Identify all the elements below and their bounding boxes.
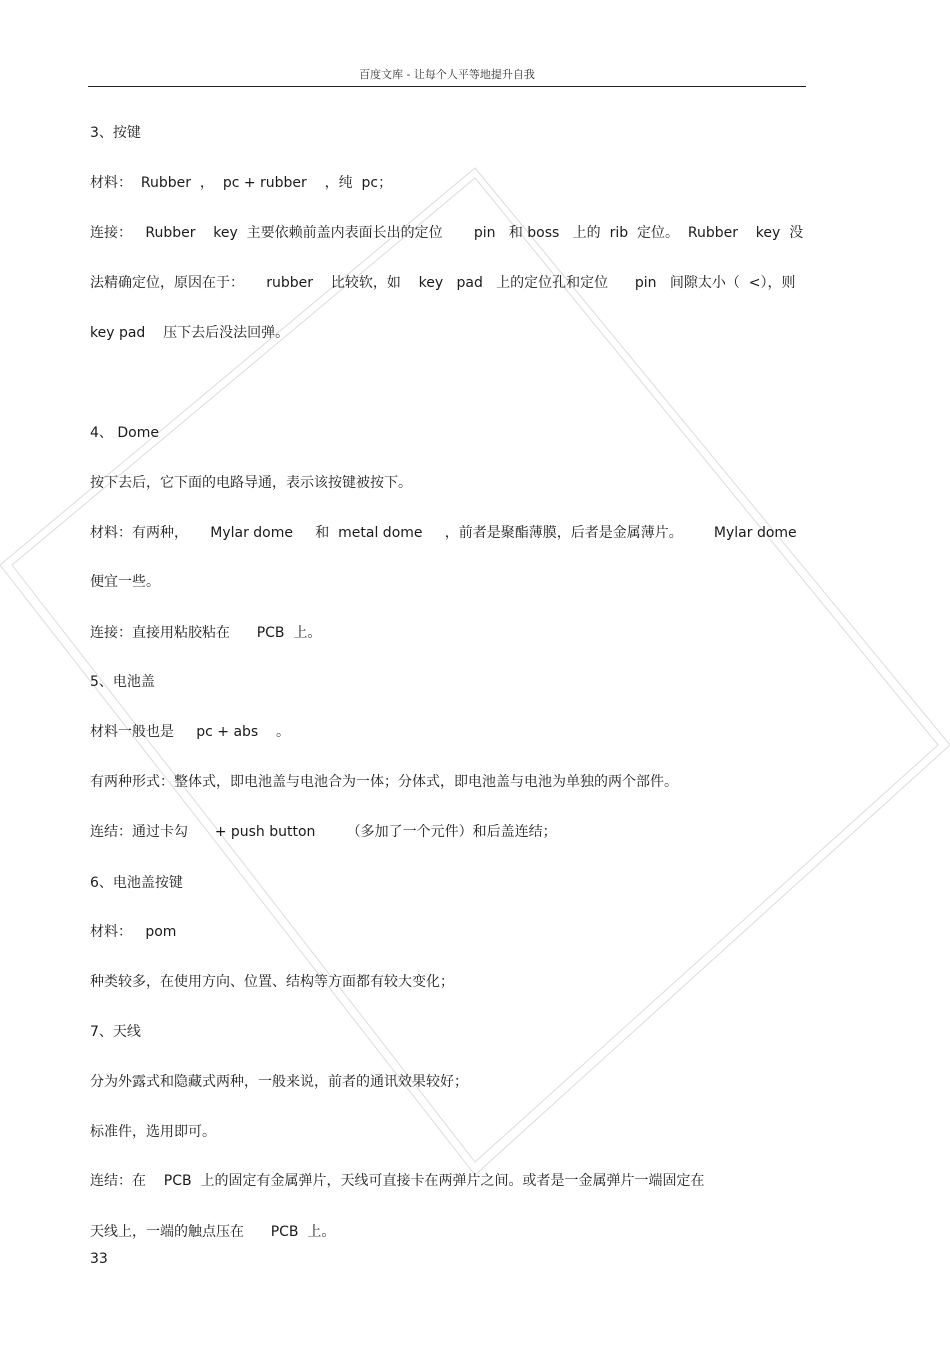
- section-5-heading: 5、电池盖: [90, 674, 155, 690]
- section-3-connection-line-1: 连接： Rubber key 主要依赖前盖内表面长出的定位 pin 和 boss 上的 rib 定位。 Rubber key 没: [90, 225, 804, 241]
- section-4-heading: 4、 Dome: [90, 425, 159, 441]
- section-5-forms: 有两种形式：整体式，即电池盖与电池合为一体；分体式，即电池盖与电池为单独的两个部件。: [90, 774, 678, 790]
- section-3-connection-line-3: key pad 压下去后没法回弹。: [90, 325, 290, 341]
- section-3-connection-line-2: 法精确定位，原因在于： rubber 比较软，如 key pad 上的定位孔和定位 pin 间隙太小（ <），则: [90, 275, 796, 291]
- section-4-material-line-1: 材料：有两种， Mylar dome 和 metal dome ，前者是聚酯薄膜，后者是金属薄片。 Mylar dome: [90, 525, 797, 541]
- section-5-connection: 连结：通过卡勾 + push button （多加了一个元件）和后盖连结；: [90, 824, 557, 840]
- section-7-heading: 7、天线: [90, 1024, 141, 1040]
- section-4-description: 按下去后，它下面的电路导通，表示该按键被按下。: [90, 475, 412, 491]
- section-5-material: 材料一般也是 pc + abs 。: [90, 724, 291, 740]
- page-number: 33: [90, 1251, 108, 1267]
- section-4-material-line-2: 便宜一些。: [90, 574, 160, 590]
- section-7-standard: 标准件，选用即可。: [90, 1124, 216, 1140]
- section-7-types: 分为外露式和隐藏式两种，一般来说，前者的通讯效果较好；: [90, 1074, 468, 1090]
- section-4-connection: 连接：直接用粘胶粘在 PCB 上。: [90, 625, 322, 641]
- section-7-connection-line-1: 连结：在 PCB 上的固定有金属弹片，天线可直接卡在两弹片之间。或者是一金属弹片一端固定在: [90, 1173, 705, 1189]
- section-6-material: 材料： pom: [90, 924, 177, 940]
- section-3-material: 材料： Rubber ， pc + rubber ，纯 pc；: [90, 175, 393, 191]
- section-7-connection-line-2: 天线上，一端的触点压在 PCB 上。: [90, 1224, 336, 1240]
- section-3-heading: 3、按键: [90, 125, 141, 141]
- section-6-description: 种类较多，在使用方向、位置、结构等方面都有较大变化；: [90, 974, 454, 990]
- header-rule: [88, 86, 806, 87]
- page-header: 百度文库 - 让每个人平等地提升自我: [359, 68, 535, 81]
- section-6-heading: 6、电池盖按键: [90, 875, 183, 891]
